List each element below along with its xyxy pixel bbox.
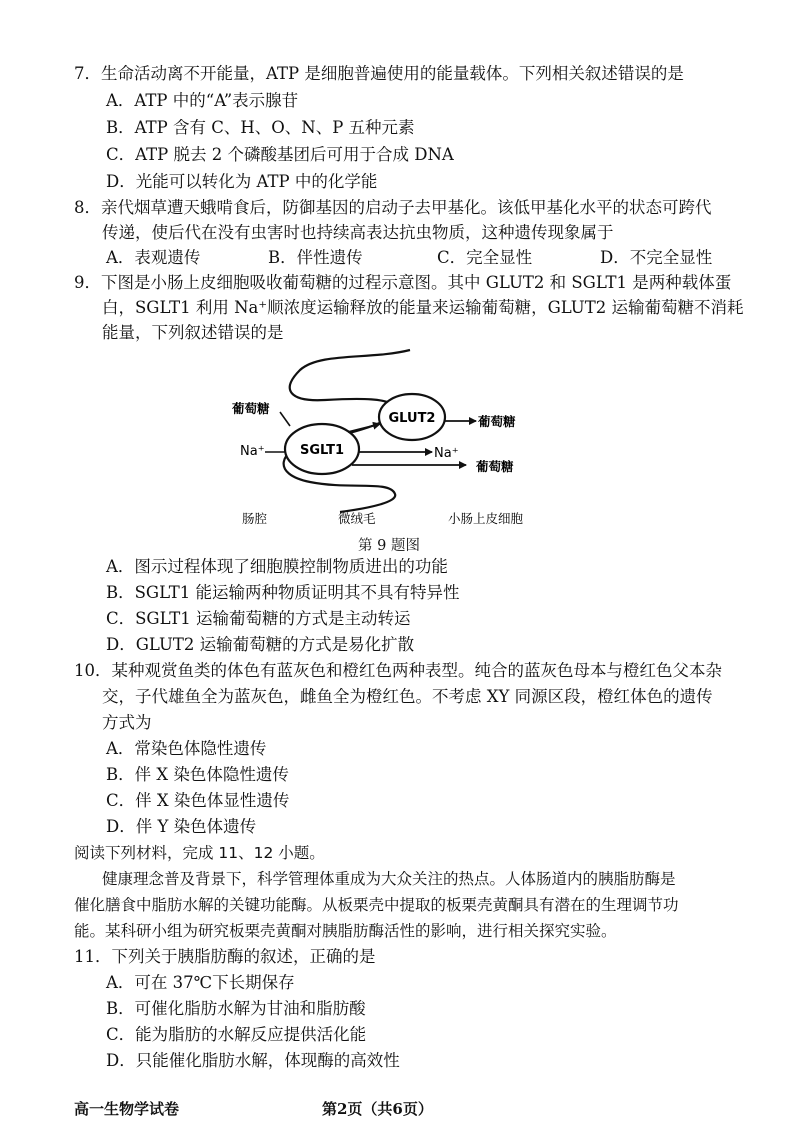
q10-option-c: C．伴 X 染色体显性遗传: [106, 791, 290, 810]
q8-stem-line1: 8．亲代烟草遭天蛾啃食后，防御基因的启动子去甲基化。该低甲基化水平的状态可跨代: [74, 198, 712, 217]
q9-stem-line2: 白，SGLT1 利用 Na⁺顺浓度运输释放的能量来运输葡萄糖，GLUT2 运输葡萄糖不消耗: [102, 298, 744, 317]
q7-stem: 7．生命活动离不开能量，ATP 是细胞普遍使用的能量载体。下列相关叙述错误的是: [74, 64, 684, 83]
footer-page-number: 第2页（共6页）: [322, 1100, 433, 1118]
reading-para-line2: 催化膳食中脂肪水解的关键功能酶。从板栗壳中提取的板栗壳黄酮具有潜在的生理调节功: [74, 896, 679, 914]
villi-label: 微绒毛: [338, 511, 376, 526]
q10-option-a: A．常染色体隐性遗传: [106, 739, 267, 758]
q8-stem-line2: 传递，使后代在没有虫害时也持续高表达抗虫物质，这种遗传现象属于: [102, 223, 614, 242]
footer-subject: 高一生物学试卷: [74, 1100, 180, 1118]
q10-option-b: B．伴 X 染色体隐性遗传: [106, 765, 289, 784]
glucose-in-label: 葡萄糖: [232, 401, 270, 416]
na-out-label: Na⁺: [434, 446, 459, 461]
q10-stem-line3: 方式为: [102, 713, 152, 732]
na-in-label: Na⁺: [240, 444, 265, 459]
q8-option-c: C．完全显性: [437, 248, 533, 267]
q9-option-b: B．SGLT1 能运输两种物质证明其不具有特异性: [106, 583, 460, 602]
glucose-out-top-label: 葡萄糖: [478, 414, 516, 429]
q10-option-d: D．伴 Y 染色体遗传: [106, 817, 257, 836]
q8-option-a: A．表观遗传: [106, 248, 201, 267]
q9-stem-line1: 9．下图是小肠上皮细胞吸收葡萄糖的过程示意图。其中 GLUT2 和 SGLT1 是两种载体蛋: [74, 273, 732, 292]
q11-option-d: D．只能催化脂肪水解，体现酶的高效性: [106, 1051, 400, 1070]
q9-caption: 第 9 题图: [358, 538, 420, 554]
reading-intro: 阅读下列材料，完成 11、12 小题。: [74, 844, 325, 862]
q9-option-d: D．GLUT2 运输葡萄糖的方式是易化扩散: [106, 635, 415, 654]
q10-stem-line1: 10．某种观赏鱼类的体色有蓝灰色和橙红色两种表型。纯合的蓝灰色母本与橙红色父本杂: [74, 661, 722, 680]
q7-option-b: B．ATP 含有 C、H、O、N、P 五种元素: [106, 118, 415, 137]
q11-stem: 11．下列关于胰脂肪酶的叙述，正确的是: [74, 947, 376, 966]
q11-option-a: A．可在 37℃下长期保存: [106, 973, 295, 992]
q9-figure: [220, 342, 560, 532]
cell-label: 小肠上皮细胞: [448, 511, 524, 526]
q11-option-c: C．能为脂肪的水解反应提供活化能: [106, 1025, 367, 1044]
q8-option-b: B．伴性遗传: [268, 248, 363, 267]
q9-option-c: C．SGLT1 运输葡萄糖的方式是主动转运: [106, 609, 411, 628]
q7-option-c: C．ATP 脱去 2 个磷酸基团后可用于合成 DNA: [106, 145, 454, 164]
sglt1-to-glut2-arrow: [348, 424, 380, 432]
q8-option-d: D．不完全显性: [600, 248, 713, 267]
q9-option-a: A．图示过程体现了细胞膜控制物质进出的功能: [106, 557, 448, 576]
q9-stem-line3: 能量，下列叙述错误的是: [102, 323, 284, 342]
q11-option-b: B．可催化脂肪水解为甘油和脂肪酸: [106, 999, 366, 1018]
sglt1-label: SGLT1: [299, 443, 345, 458]
q10-stem-line2: 交，子代雄鱼全为蓝灰色，雌鱼全为橙红色。不考虑 XY 同源区段，橙红体色的遗传: [102, 687, 713, 706]
q7-option-d: D．光能可以转化为 ATP 中的化学能: [106, 172, 378, 191]
reading-para-line1: 健康理念普及背景下，科学管理体重成为大众关注的热点。人体肠道内的胰脂肪酶是: [102, 870, 676, 888]
glucose-out-bottom-label: 葡萄糖: [476, 459, 514, 474]
q7-option-a: A．ATP 中的“A”表示腺苷: [106, 91, 299, 110]
lumen-label: 肠腔: [242, 511, 268, 526]
reading-para-line3: 能。某科研小组为研究板栗壳黄酮对胰脂肪酶活性的影响，进行相关探究实验。: [74, 922, 617, 940]
glut2-label: GLUT2: [388, 411, 436, 426]
